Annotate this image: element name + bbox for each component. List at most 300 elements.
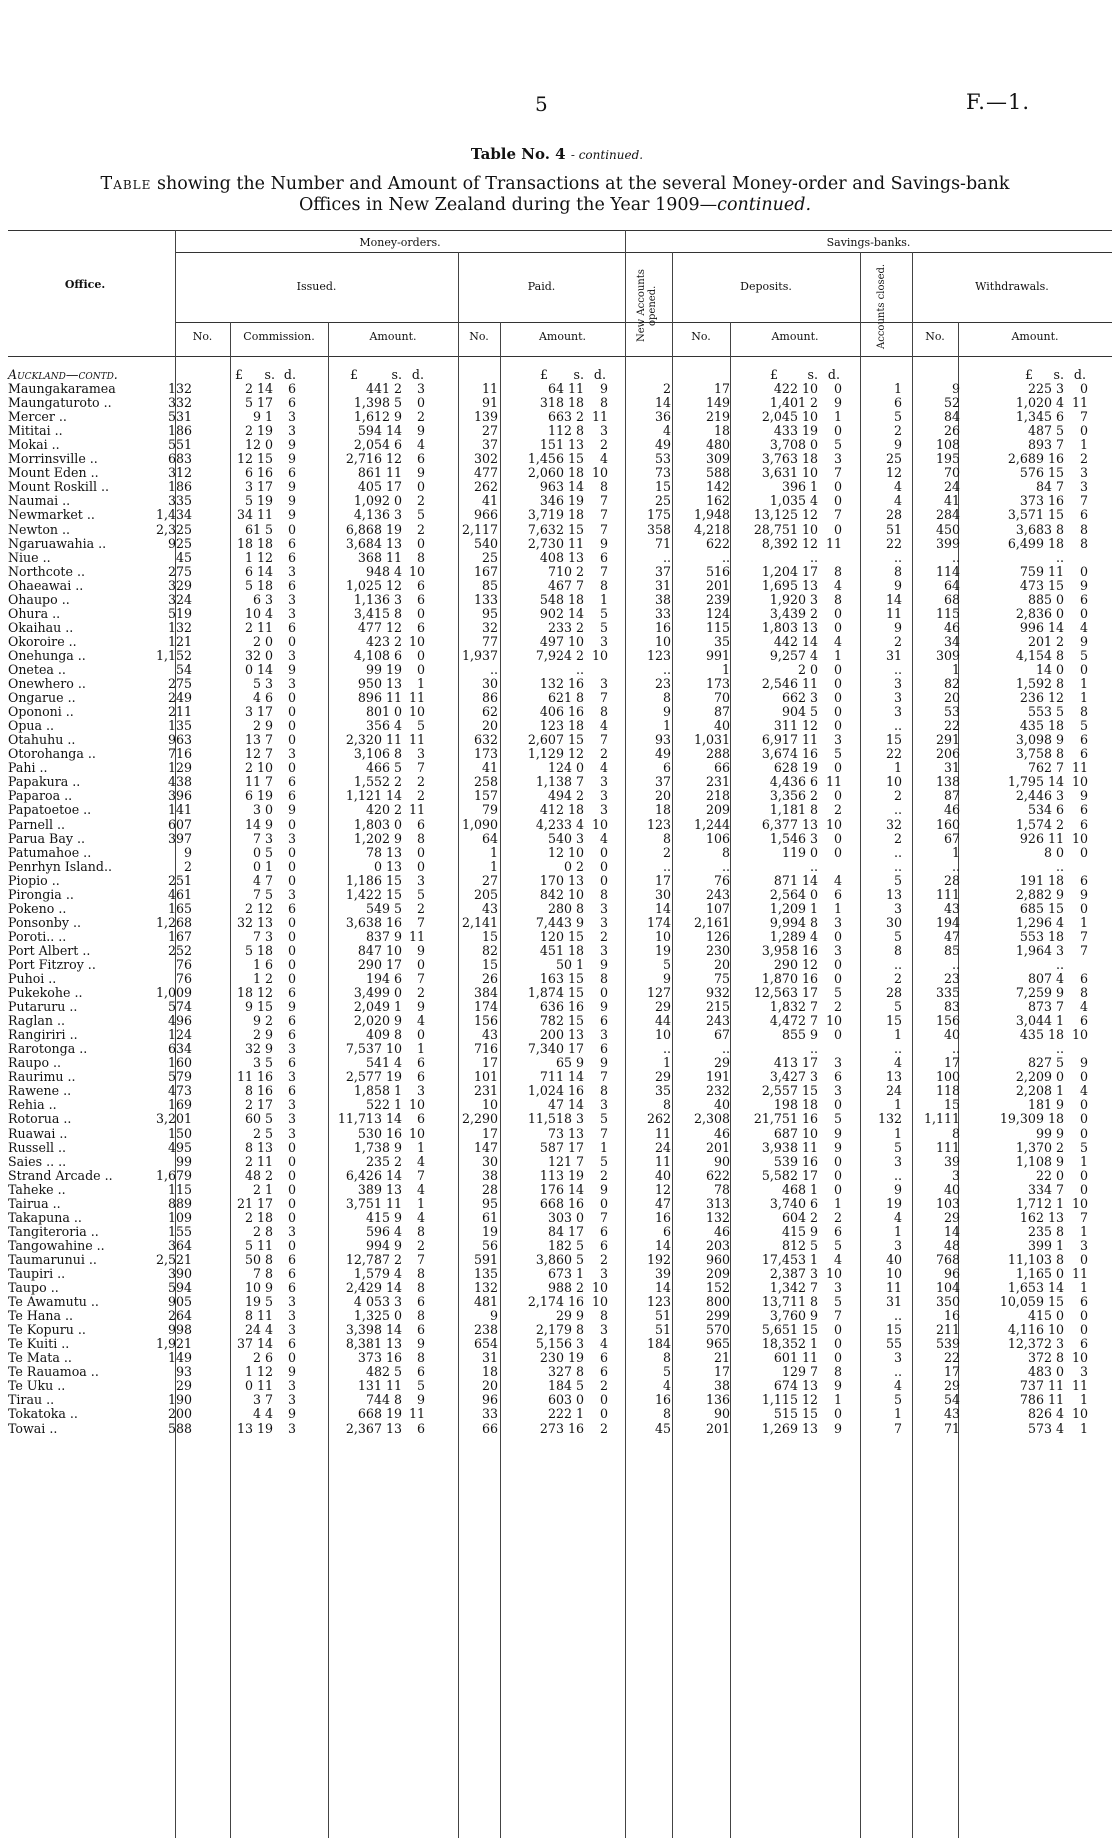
- issued-amount-ls: 1,422 15: [345, 886, 402, 902]
- issued-amount-d: 8: [416, 1266, 425, 1281]
- paid-amount-ls: 327 8: [547, 1364, 584, 1380]
- paid-number: 27: [481, 423, 498, 439]
- issued-amount-ls: 6,868 19: [345, 521, 402, 537]
- issued-amount-ls: 3,398 14: [345, 1322, 402, 1338]
- deposits-amount-d: 3: [833, 942, 842, 958]
- accounts-closed: 3: [893, 1237, 902, 1253]
- deposits-amount-d: 5: [833, 1237, 842, 1253]
- deposits-number: ..: [721, 1041, 730, 1057]
- issued-number: 889: [167, 1195, 192, 1211]
- deposits-number: 124: [705, 605, 730, 621]
- paid-number: 95: [481, 605, 498, 621]
- accounts-closed: 10: [885, 1266, 902, 1281]
- issued-commission-ls: 3 0: [252, 802, 273, 818]
- office-name: Te Uku ..: [8, 1378, 66, 1394]
- issued-commission-ls: 4 7: [252, 872, 273, 888]
- issued-amount-ls: 594 14: [357, 423, 402, 439]
- withdrawals-amount-ls: 3,571 15: [1007, 507, 1064, 523]
- issued-amount-ls: 1,186 15: [345, 872, 402, 888]
- new-accounts: 29: [654, 1069, 671, 1085]
- accounts-closed: 2: [893, 423, 902, 439]
- table-row: [8, 1141, 1112, 1155]
- issued-amount-ls: 3,499 0: [353, 985, 402, 1001]
- accounts-closed: 12: [885, 465, 902, 481]
- header-bottom-rule: [8, 356, 1112, 357]
- accounts-closed: 5: [893, 999, 902, 1015]
- paid-amount-d: 0: [599, 985, 608, 1001]
- issued-amount-d: 2: [416, 409, 425, 425]
- deposits-amount-d: 3: [833, 1083, 842, 1099]
- paid-number: 31: [481, 1350, 498, 1366]
- paid-amount-ls: 120 15: [539, 928, 584, 944]
- office-name: Newmarket ..: [8, 507, 95, 523]
- deposits-amount-ls: 904 5: [781, 704, 818, 720]
- issued-amount-d: 0: [416, 479, 425, 495]
- withdrawals-number: 309: [935, 647, 960, 663]
- issued-commission-d: 3: [287, 746, 296, 762]
- office-name: Te Rauamoa ..: [8, 1364, 99, 1380]
- office-name: Rawene ..: [8, 1083, 72, 1099]
- paid-number: 15: [481, 956, 498, 972]
- issued-number: 1,268: [155, 914, 192, 930]
- accounts-closed: 1: [893, 1406, 902, 1422]
- issued-amount-d: 3: [416, 1083, 425, 1099]
- issued-commission-d: 6: [287, 395, 296, 411]
- office-name: Penrhyn Island..: [8, 858, 112, 874]
- withdrawals-amount-ls: 1,165 0: [1015, 1266, 1064, 1281]
- issued-commission-ls: 60 5: [244, 1111, 273, 1127]
- issued-amount-d: 9: [416, 465, 425, 481]
- deposits-amount-ls: 3,958 16: [761, 942, 818, 958]
- paid-number: 632: [473, 732, 498, 748]
- withdrawals-number: 1: [951, 844, 960, 860]
- issued-commission-ls: 1 12: [244, 1364, 273, 1380]
- issued-amount-d: 1: [416, 1195, 425, 1211]
- issued-commission-ls: 6 19: [244, 788, 273, 804]
- withdrawals-amount-d: 5: [1079, 1139, 1088, 1155]
- paid-amount-d: 7: [599, 563, 608, 579]
- table-row: [8, 1295, 1112, 1309]
- paid-amount-d: 3: [599, 633, 608, 649]
- deposits-amount-d: 1: [833, 647, 842, 663]
- issued-commission-ls: 8 13: [244, 1139, 273, 1155]
- deposits-amount-ls: 28,751 10: [753, 521, 818, 537]
- withdrawals-amount-ls: 435 18: [1019, 1027, 1064, 1043]
- accounts-closed: ..: [893, 844, 902, 860]
- withdrawals-amount-d: 3: [1079, 479, 1088, 495]
- table-row: [8, 1225, 1112, 1239]
- issued-commission-d: 6: [287, 465, 296, 481]
- deposits-number: 309: [705, 451, 730, 467]
- deposits-amount-ls: 468 1: [781, 1181, 818, 1197]
- paid-amount-d: 9: [599, 1181, 608, 1197]
- deposits-amount-d: 2: [833, 1209, 842, 1225]
- paid-amount-d: 2: [599, 437, 608, 453]
- paid-amount-d: 4: [599, 718, 608, 734]
- withdrawals-number: 291: [935, 732, 960, 748]
- issued-commission-ls: 2 10: [244, 760, 273, 776]
- accounts-closed: ..: [893, 1364, 902, 1380]
- withdrawals-number: ..: [951, 1041, 960, 1057]
- deposits-amount-d: 0: [833, 760, 842, 776]
- deposits-amount-ls: 6,917 11: [761, 732, 818, 748]
- paid-amount-ls: 587 17: [539, 1139, 584, 1155]
- accounts-closed: 10: [885, 774, 902, 790]
- issued-commission-d: 0: [287, 633, 296, 649]
- issued-commission-ls: 4 6: [252, 690, 273, 706]
- withdrawals-amount-d: 11: [1071, 1378, 1088, 1394]
- deposits-amount-ls: 18,352 1: [761, 1336, 818, 1352]
- issued-amount-d: 4: [416, 1209, 425, 1225]
- withdrawals-number: 211: [935, 1322, 960, 1338]
- issued-commission-ls: 5 19: [244, 493, 273, 509]
- paid-amount-ls: 121 7: [547, 1153, 584, 1169]
- withdrawals-number: 67: [943, 830, 960, 846]
- new-accounts: 8: [662, 830, 671, 846]
- deposits-number: 46: [713, 1223, 730, 1239]
- deposits-amount-ls: 21,751 16: [753, 1111, 818, 1127]
- paid-amount-d: 8: [599, 1308, 608, 1324]
- office-name: Naumai ..: [8, 493, 71, 509]
- accounts-closed: 9: [893, 619, 902, 635]
- deposits-number: 239: [705, 591, 730, 607]
- withdrawals-number: 16: [943, 1308, 960, 1324]
- issued-amount-d: 0: [416, 535, 425, 551]
- deposits-number: 90: [713, 1153, 730, 1169]
- office-name: Takapuna ..: [8, 1209, 82, 1225]
- accounts-closed: 31: [885, 1294, 902, 1310]
- table-row: [8, 438, 1112, 452]
- withdrawals-number: 71: [943, 1420, 960, 1436]
- withdrawals-amount-d: 10: [1071, 830, 1088, 846]
- table-row: [8, 733, 1112, 747]
- deposits-number: 149: [705, 395, 730, 411]
- table-row: [8, 972, 1112, 986]
- paid-amount-ls: 988 2: [547, 1280, 584, 1296]
- new-accounts: 11: [654, 1125, 671, 1141]
- paid-number: 135: [473, 1266, 498, 1281]
- issued-amount-ls: 477 12: [357, 619, 402, 635]
- accounts-closed: 51: [885, 521, 902, 537]
- paid-number: 37: [481, 437, 498, 453]
- withdrawals-number: 160: [935, 816, 960, 832]
- new-accounts: 8: [662, 1350, 671, 1366]
- issued-amount-ls: 7,537 10: [345, 1041, 402, 1057]
- deposits-number: 35: [713, 633, 730, 649]
- paid-amount-ls: 636 16: [539, 999, 584, 1015]
- deposits-amount-d: 1: [833, 1195, 842, 1211]
- accounts-closed: 13: [885, 1069, 902, 1085]
- issued-number: 716: [167, 746, 192, 762]
- unit-pound: £: [234, 367, 243, 382]
- table-row: [8, 775, 1112, 789]
- accounts-closed: 5: [893, 409, 902, 425]
- table-row: [8, 846, 1112, 860]
- withdrawals-number: 138: [935, 774, 960, 790]
- paid-amount-d: 7: [599, 1209, 608, 1225]
- deposits-amount-ls: 9,994 8: [769, 914, 818, 930]
- unit-shilling: s.: [807, 367, 818, 382]
- accounts-closed: 24: [885, 1083, 902, 1099]
- paid-amount-ls: 710 2: [547, 563, 584, 579]
- issued-amount-d: 8: [416, 549, 425, 565]
- deposits-amount-d: 0: [833, 718, 842, 734]
- office-name: Ohaeawai ..: [8, 577, 84, 593]
- withdrawals-number: 103: [935, 1195, 960, 1211]
- issued-amount-ls: 1,552 2: [353, 774, 402, 790]
- office-name: Putaruru ..: [8, 999, 78, 1015]
- deposits-number: 126: [705, 928, 730, 944]
- paid-number: 1,090: [461, 816, 498, 832]
- table-row: [8, 1084, 1112, 1098]
- issued-amount-d: 6: [416, 1364, 425, 1380]
- withdrawals-number: 31: [943, 760, 960, 776]
- paid-amount-d: 2: [599, 746, 608, 762]
- issued-amount-ls: 78 13: [365, 844, 402, 860]
- issued-amount-ls: 1,092 0: [353, 493, 402, 509]
- issued-amount-ls: 8,381 13: [345, 1336, 402, 1352]
- deposits-amount-ls: 1,342 7: [769, 1280, 818, 1296]
- deposits-number: 78: [713, 1181, 730, 1197]
- withdrawals-amount-ls: 487 5: [1027, 423, 1064, 439]
- table-row: [8, 1253, 1112, 1267]
- paid-number: 1: [489, 858, 498, 874]
- withdrawals-amount-d: 11: [1071, 760, 1088, 776]
- paid-amount-ls: 112 8: [547, 423, 584, 439]
- issued-commission-ls: 1 6: [252, 956, 273, 972]
- issued-commission-ls: 2 9: [252, 1027, 273, 1043]
- issued-number: 264: [167, 1308, 192, 1324]
- issued-commission-d: 3: [287, 1069, 296, 1085]
- paid-amount-ls: 412 18: [539, 802, 584, 818]
- paid-amount-d: 9: [599, 956, 608, 972]
- issued-commission-d: 6: [287, 1336, 296, 1352]
- withdrawals-amount-ls: ..: [1055, 956, 1064, 972]
- withdrawals-amount-ls: 534 6: [1027, 802, 1064, 818]
- paid-amount-d: 0: [599, 1406, 608, 1422]
- office-name: Rarotonga ..: [8, 1041, 88, 1057]
- issued-amount-ls: 290 17: [357, 956, 402, 972]
- accounts-closed: 22: [885, 746, 902, 762]
- issued-commission-d: 0: [287, 971, 296, 987]
- office-name: Pahi ..: [8, 760, 48, 776]
- paid-number: 174: [473, 999, 498, 1015]
- issued-number: 93: [175, 1364, 192, 1380]
- table-row: [8, 958, 1112, 972]
- issued-amount-d: 5: [416, 1378, 425, 1394]
- issued-commission-ls: 6 3: [252, 591, 273, 607]
- withdrawals-amount-ls: 84 7: [1035, 479, 1064, 495]
- issued-amount-d: 0: [416, 1027, 425, 1043]
- issued-number: 634: [167, 1041, 192, 1057]
- issued-number: 211: [167, 704, 192, 720]
- paid-amount-d: 0: [599, 872, 608, 888]
- deposits-amount-ls: ..: [809, 549, 818, 565]
- withdrawals-amount-d: 0: [1079, 900, 1088, 916]
- deposits-amount-ls: 311 12: [773, 718, 818, 734]
- accounts-closed: 30: [885, 914, 902, 930]
- office-name: Parua Bay ..: [8, 830, 85, 846]
- issued-commission-ls: 7 3: [252, 830, 273, 846]
- issued-commission-d: 0: [287, 858, 296, 874]
- paid-amount-d: 6: [599, 1237, 608, 1253]
- withdrawals-amount-ls: 2,209 0: [1015, 1069, 1064, 1085]
- deposits-number: 201: [705, 1420, 730, 1436]
- issued-commission-ls: 3 7: [252, 1392, 273, 1408]
- table-row: [8, 382, 1112, 396]
- accounts-closed: 6: [893, 395, 902, 411]
- issued-commission-d: 6: [287, 1055, 296, 1071]
- withdrawals-number: 450: [935, 521, 960, 537]
- issued-amount-d: 2: [416, 985, 425, 1001]
- accounts-closed: 1: [893, 1027, 902, 1043]
- office-name: Otahuhu ..: [8, 732, 76, 748]
- issued-commission-d: 0: [287, 872, 296, 888]
- deposits-amount-d: 0: [833, 971, 842, 987]
- new-accounts: 123: [646, 816, 671, 832]
- paid-amount-d: 0: [599, 844, 608, 860]
- deposits-amount-ls: 3,740 6: [769, 1195, 818, 1211]
- paid-amount-d: 3: [599, 1322, 608, 1338]
- withdrawals-amount-ls: 553 5: [1027, 704, 1064, 720]
- deposits-no-header: No.: [691, 330, 711, 343]
- header-group-rule: [175, 252, 1112, 253]
- new-accounts: 8: [662, 1097, 671, 1113]
- withdrawals-amount-ls: 1,712 1: [1015, 1195, 1064, 1211]
- issued-amount-d: 5: [416, 507, 425, 523]
- withdrawals-amount-d: 0: [1079, 1181, 1088, 1197]
- accounts-closed: 3: [893, 690, 902, 706]
- paid-amount-d: 6: [599, 1223, 608, 1239]
- new-accounts: 174: [646, 914, 671, 930]
- new-accounts: 358: [646, 521, 671, 537]
- withdrawals-amount-d: 5: [1079, 718, 1088, 734]
- paid-amount-ls: 273 16: [539, 1420, 584, 1436]
- table-row: [8, 719, 1112, 733]
- accounts-closed: 2: [893, 788, 902, 804]
- issued-number: 251: [167, 872, 192, 888]
- office-name: Ongarue ..: [8, 690, 76, 706]
- office-name: Parnell ..: [8, 816, 66, 832]
- withdrawals-amount-ls: 473 15: [1019, 577, 1064, 593]
- withdrawals-amount-ls: 3,044 1: [1015, 1013, 1064, 1029]
- withdrawals-amount-d: 9: [1079, 633, 1088, 649]
- deposits-amount-d: 8: [833, 1364, 842, 1380]
- deposits-number: 20: [713, 956, 730, 972]
- withdrawals-amount-ls: 12,372 3: [1007, 1336, 1064, 1352]
- new-accounts-header: New Accounts opened.: [636, 269, 658, 343]
- paid-number: 2,290: [461, 1111, 498, 1127]
- issued-commission-ls: 5 17: [244, 395, 273, 411]
- issued-amount-ls: 368 11: [357, 549, 402, 565]
- new-accounts: 49: [654, 437, 671, 453]
- deposits-number: 1,031: [693, 732, 730, 748]
- issued-commission-ls: 32 0: [244, 647, 273, 663]
- accounts-closed: 3: [893, 1153, 902, 1169]
- issued-amount-ls: 2,716 12: [345, 451, 402, 467]
- paid-number: 167: [473, 563, 498, 579]
- paid-amount-d: 3: [599, 942, 608, 958]
- withdrawals-number: 40: [943, 1181, 960, 1197]
- issued-amount-d: 9: [416, 1336, 425, 1352]
- table-row: [8, 621, 1112, 635]
- deposits-amount-ls: ..: [809, 858, 818, 874]
- paid-amount-d: 3: [599, 676, 608, 692]
- table-row: [8, 986, 1112, 1000]
- office-name: Towai ..: [8, 1420, 58, 1436]
- deposits-amount-d: 0: [833, 788, 842, 804]
- withdrawals-number: 43: [943, 900, 960, 916]
- issued-number: 1,679: [155, 1167, 192, 1183]
- issued-commission-d: 0: [287, 1209, 296, 1225]
- accounts-closed: 15: [885, 1013, 902, 1029]
- table-row: [8, 1183, 1112, 1197]
- withdrawals-amount-ls: 2,836 0: [1015, 605, 1064, 621]
- issued-amount-d: 0: [416, 858, 425, 874]
- withdrawals-number: 206: [935, 746, 960, 762]
- office-name: Okaihau ..: [8, 619, 74, 635]
- office-name: Port Albert ..: [8, 942, 91, 958]
- office-name: Taheke ..: [8, 1181, 66, 1197]
- withdrawals-amount-ls: 10,059 15: [999, 1294, 1064, 1310]
- issued-number: 496: [167, 1013, 192, 1029]
- table-row: [8, 480, 1112, 494]
- withdrawals-number: 70: [943, 465, 960, 481]
- issued-amount-d: 0: [416, 956, 425, 972]
- paid-amount-ls: 170 13: [539, 872, 584, 888]
- table-title-continued: - continued.: [570, 148, 644, 162]
- office-name: Onehunga ..: [8, 647, 86, 663]
- paid-amount-d: 10: [591, 816, 608, 832]
- office-name: Mount Roskill ..: [8, 479, 110, 495]
- office-name: Tangiteroria ..: [8, 1223, 99, 1239]
- accounts-closed: ..: [893, 956, 902, 972]
- issued-commission-ls: 6 16: [244, 465, 273, 481]
- issued-amount-ls: 2,367 13: [345, 1420, 402, 1436]
- issued-commission-ls: 0 1: [252, 858, 273, 874]
- paid-number: 654: [473, 1336, 498, 1352]
- paid-amount-ls: 230 19: [539, 1350, 584, 1366]
- issued-commission-d: 9: [287, 802, 296, 818]
- table-row: [8, 916, 1112, 930]
- issued-commission-ls: 12 7: [244, 746, 273, 762]
- issued-amount-ls: 948 4: [365, 563, 402, 579]
- paid-amount-d: 4: [599, 1336, 608, 1352]
- issued-amount-ls: 861 11: [357, 465, 402, 481]
- issued-amount-ls: 1,612 9: [353, 409, 402, 425]
- withdrawals-amount-d: 5: [1079, 647, 1088, 663]
- issued-commission-ls: 5 3: [252, 676, 273, 692]
- paid-amount-ls: 451 18: [539, 942, 584, 958]
- table-row: [8, 452, 1112, 466]
- deposits-amount-d: 0: [833, 661, 842, 677]
- accounts-closed: 11: [885, 1280, 902, 1296]
- deposits-number: 516: [705, 563, 730, 579]
- issued-number: 132: [167, 619, 192, 635]
- deposits-number: 132: [705, 1209, 730, 1225]
- issued-amount-ls: 847 10: [357, 942, 402, 958]
- issued-amount-ls: 466 5: [365, 760, 402, 776]
- withdrawals-number: 47: [943, 928, 960, 944]
- accounts-closed: 15: [885, 1322, 902, 1338]
- issued-commission-ls: 24 4: [244, 1322, 273, 1338]
- withdrawals-amount-d: 0: [1079, 1322, 1088, 1338]
- withdrawals-amount-d: 3: [1079, 1364, 1088, 1380]
- office-name: Ohura ..: [8, 605, 61, 621]
- accounts-closed: 4: [893, 1378, 902, 1394]
- deposits-number: 480: [705, 437, 730, 453]
- paid-amount-d: 3: [599, 1027, 608, 1043]
